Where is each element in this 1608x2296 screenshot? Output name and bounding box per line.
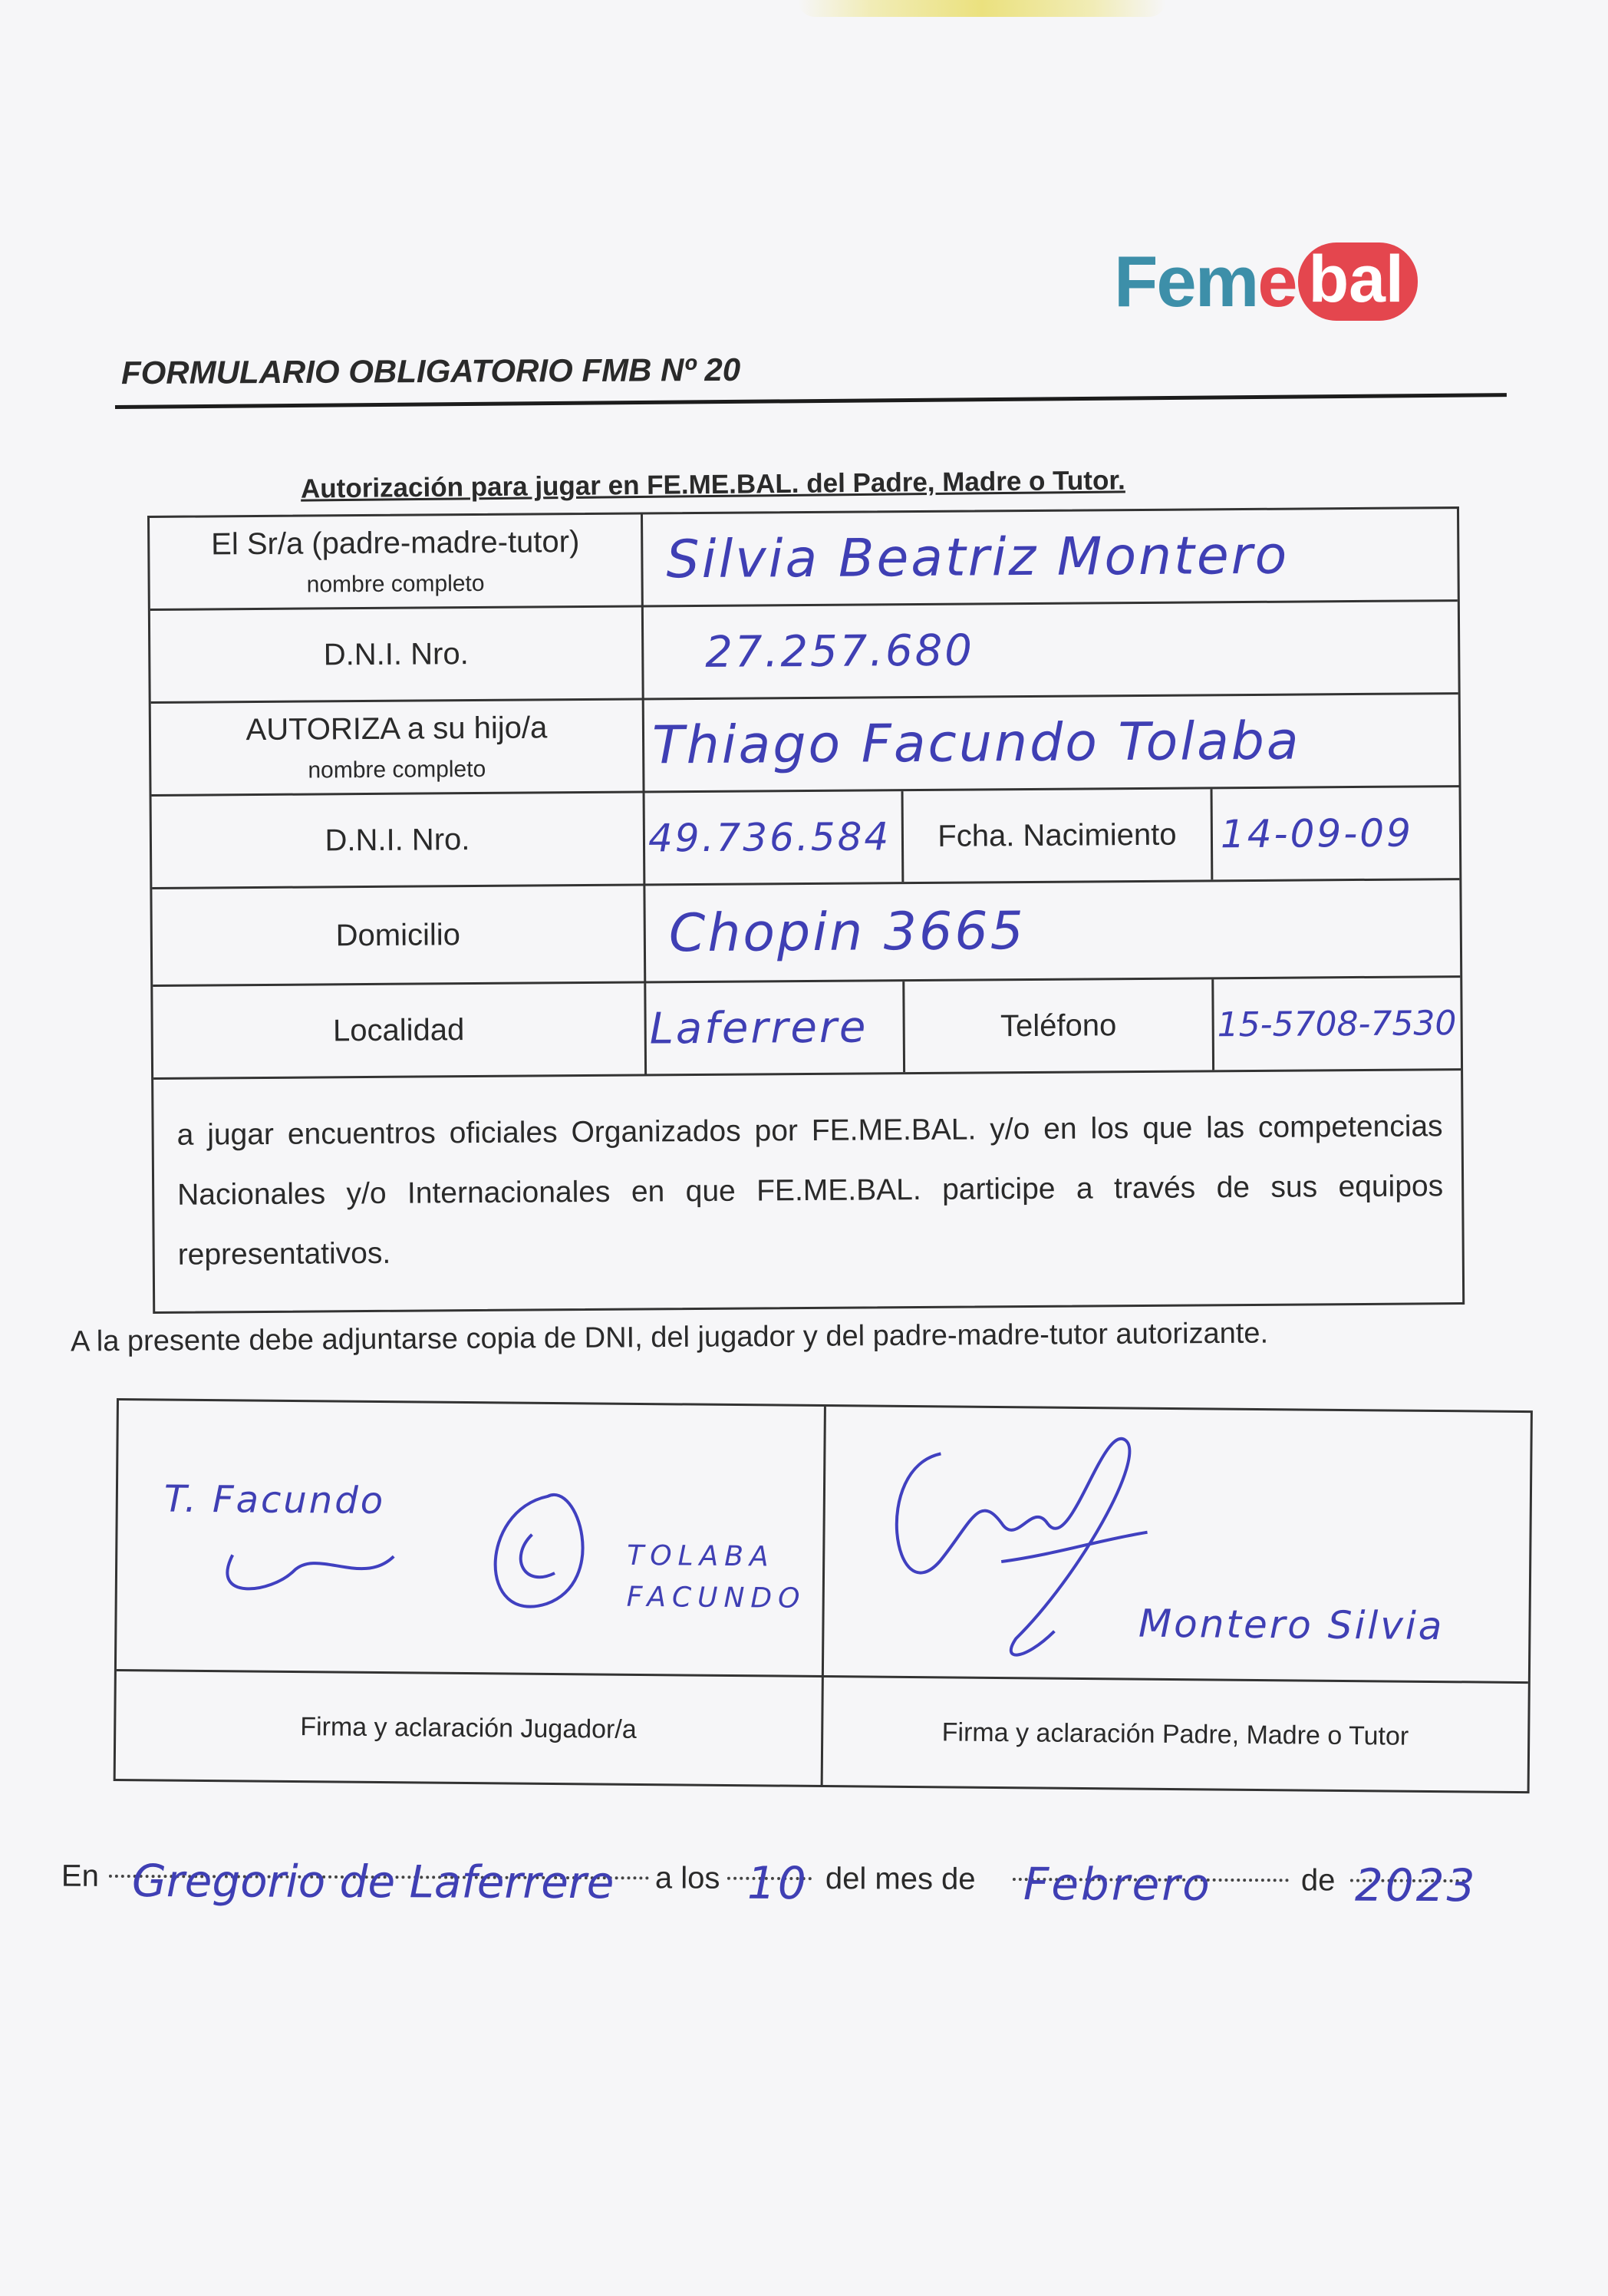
place-value: Gregorio de Laferrere — [131, 1855, 615, 1909]
child-dni-label: D.N.I. Nro. — [325, 822, 470, 857]
date-del-mes-label: del mes de — [825, 1862, 976, 1896]
logo-text-fem: Fem — [1114, 241, 1258, 322]
address-row — [152, 880, 1460, 987]
guardian-name-row — [150, 509, 1458, 611]
phone-label: Teléfono — [1000, 1008, 1117, 1043]
phone-value: 15-5708-7530 — [1217, 1003, 1457, 1044]
signature-row — [117, 1400, 1531, 1684]
logo-pill-bal: bal — [1298, 242, 1418, 321]
address-cell[interactable] — [645, 880, 1460, 981]
child-name-cell[interactable] — [644, 694, 1459, 790]
date-en-label: En — [61, 1859, 99, 1893]
title-divider — [115, 393, 1507, 409]
child-label: AUTORIZA a su hijo/a — [245, 710, 548, 747]
guardian-label: El Sr/a (padre-madre-tutor) — [211, 524, 580, 561]
date-line — [61, 1827, 1519, 1912]
authorization-paragraph-row — [153, 1070, 1462, 1311]
year-value: 2023 — [1354, 1859, 1478, 1912]
authorization-paragraph: a jugar encuentros oficiales Organizados por FE.ME.BAL. y/o en los que las competencias Nacionales y/o Internacionales en que FE.ME.BAL. participe a través de sus equipos representativos. — [176, 1110, 1444, 1272]
date-a-los-label: a los — [649, 1861, 727, 1895]
paper-edge-decoration — [798, 0, 1166, 17]
birth-label: Fcha. Nacimiento — [937, 817, 1177, 853]
child-sub-label: nombre completo — [308, 756, 486, 783]
birth-date-cell[interactable] — [1213, 787, 1460, 879]
guardian-signature-box[interactable] — [823, 1407, 1531, 1681]
guardian-name-value: Silvia Beatriz Montero — [666, 525, 1290, 590]
birth-label-cell — [904, 789, 1214, 882]
logo-text-e: e — [1257, 241, 1297, 322]
child-dni-cell[interactable] — [645, 791, 904, 883]
day-dotted-field[interactable] — [727, 1856, 812, 1910]
guardian-dni-label: D.N.I. Nro. — [323, 636, 469, 671]
guardian-caption-cell — [822, 1677, 1528, 1791]
city-label: Localidad — [332, 1012, 465, 1047]
child-dni-value: 49.736.584 — [647, 814, 891, 861]
player-printed-name: TOLABA FACUNDO — [626, 1539, 806, 1615]
child-label-cell — [151, 700, 645, 793]
form-subtitle: Autorización para jugar en FE.ME.BAL. del Padre, Madre o Tutor. — [300, 465, 1125, 504]
signature-caption-row — [116, 1671, 1528, 1791]
child-dni-row — [152, 787, 1460, 889]
guardian-dni-label-cell — [150, 607, 644, 701]
dni-copy-note: A la presente debe adjuntarse copia de DNI, del jugador y del padre-madre-tutor autorizante. — [70, 1317, 1269, 1358]
address-label-cell — [152, 886, 646, 984]
city-cell[interactable] — [646, 981, 905, 1074]
guardian-signature-caption: Firma y aclaración Padre, Madre o Tutor — [941, 1717, 1409, 1751]
date-de-label: de — [1300, 1863, 1336, 1898]
guardian-printed-name: Montero Silvia — [1138, 1601, 1445, 1649]
child-name-value: Thiago Facundo Tolaba — [651, 711, 1301, 776]
guardian-name-cell[interactable] — [643, 509, 1458, 605]
guardian-dni-value: 27.257.680 — [705, 625, 975, 678]
guardian-dni-row — [150, 602, 1458, 704]
address-label: Domicilio — [335, 917, 461, 952]
guardian-label-cell — [150, 514, 644, 608]
authorization-table — [147, 506, 1465, 1314]
signature-table — [114, 1398, 1533, 1793]
player-signature-box[interactable] — [117, 1400, 826, 1675]
city-row — [153, 978, 1461, 1080]
month-dotted-field[interactable] — [1013, 1858, 1289, 1911]
address-value: Chopin 3665 — [668, 900, 1026, 964]
player-signature-text: T. Facundo — [163, 1477, 386, 1523]
city-value: Laferrere — [649, 1001, 868, 1054]
player-caption-cell — [116, 1671, 824, 1785]
form-title: FORMULARIO OBLIGATORIO FMB Nº 20 — [120, 351, 741, 391]
femebal-logo — [1114, 239, 1418, 324]
birth-date-value: 14-09-09 — [1220, 810, 1414, 857]
phone-cell[interactable] — [1214, 978, 1461, 1070]
authorization-paragraph-cell — [153, 1070, 1462, 1311]
phone-label-cell — [904, 979, 1214, 1072]
city-label-cell — [153, 983, 647, 1077]
day-value: 10 — [746, 1856, 809, 1910]
child-name-row — [151, 694, 1459, 797]
guardian-sub-label: nombre completo — [306, 570, 485, 598]
year-dotted-field[interactable] — [1350, 1859, 1478, 1912]
child-dni-label-cell — [152, 793, 646, 886]
player-signature-caption: Firma y aclaración Jugador/a — [300, 1711, 637, 1744]
month-value: Febrero — [1023, 1858, 1212, 1911]
guardian-dni-cell[interactable] — [644, 602, 1458, 698]
